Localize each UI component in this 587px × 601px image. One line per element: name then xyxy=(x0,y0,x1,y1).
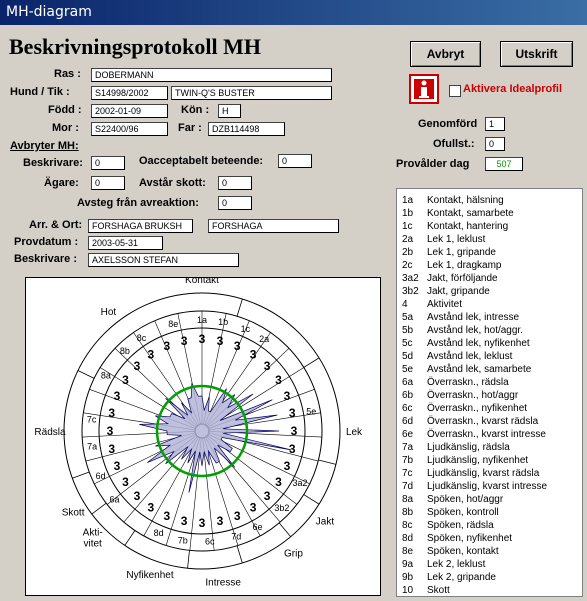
code-legend-list xyxy=(396,188,583,597)
legend-code: 9a xyxy=(402,559,414,570)
datum-label: Provdatum : xyxy=(14,236,79,248)
ideal-profile-label: Aktivera Idealprofil xyxy=(463,83,563,95)
scale-value-label: 3 xyxy=(288,406,296,421)
legend-text: Spöken, kontroll xyxy=(427,507,499,518)
scale-value-label: 3 xyxy=(133,489,141,504)
legend-text: Överraskn., rädsla xyxy=(427,377,509,388)
scale-value-label: 3 xyxy=(113,388,121,403)
legend-code: 1b xyxy=(402,208,414,219)
legend-item xyxy=(402,480,547,493)
ring-code-label: 7b xyxy=(177,535,188,546)
scale-value-label: 3 xyxy=(163,508,171,523)
scale-value-label: 3 xyxy=(108,406,116,421)
print-button[interactable]: Utskrift xyxy=(500,41,573,67)
legend-code: 6e xyxy=(402,429,414,440)
legend-item xyxy=(402,428,546,441)
legend-text: Avstånd lek, intresse xyxy=(427,312,520,323)
category-label: Kontakt xyxy=(185,278,219,286)
legend-code: 7b xyxy=(402,455,414,466)
ring-code-label: 6e xyxy=(252,522,263,533)
legend-code: 2b xyxy=(402,247,414,258)
legend-code: 7d xyxy=(402,481,414,492)
datum-field[interactable]: 2003-05-31 xyxy=(88,236,163,250)
ring-code-label: 6d xyxy=(95,471,106,482)
legend-item xyxy=(402,402,527,415)
ofullst-field[interactable]: 0 xyxy=(485,137,505,151)
legend-code: 9b xyxy=(402,572,414,583)
legend-item xyxy=(402,207,514,220)
legend-item xyxy=(402,272,498,285)
genomford-field[interactable]: 1 xyxy=(485,117,505,131)
legend-item xyxy=(402,350,512,363)
ring-code-label: 6a xyxy=(109,494,120,505)
legend-item xyxy=(402,324,523,337)
legend-item xyxy=(402,532,512,545)
scale-value-label: 3 xyxy=(122,475,129,490)
legend-text: Lek 1, dragkamp xyxy=(427,260,502,271)
category-label: Grip xyxy=(284,548,303,560)
legend-code: 8c xyxy=(402,520,413,531)
ring-code-label: 1b xyxy=(218,317,229,328)
scale-value-label: 3 xyxy=(108,441,116,456)
page-title: Beskrivningsprotokoll MH xyxy=(9,34,262,59)
fodd-field[interactable]: 2002-01-09 xyxy=(91,104,168,118)
fodd-label: Född : xyxy=(48,104,82,116)
legend-item xyxy=(402,376,509,389)
scale-value-label: 3 xyxy=(180,333,188,348)
legend-text: Jakt, gripande xyxy=(427,286,490,297)
scale-value-label: 3 xyxy=(147,347,155,362)
legend-code: 6a xyxy=(402,377,414,388)
scale-value-label: 3 xyxy=(283,388,291,403)
scale-value-label: 3 xyxy=(249,500,257,515)
far-field[interactable]: DZB114498 xyxy=(208,122,285,136)
beskrivare-abort-field[interactable]: 0 xyxy=(91,156,125,170)
category-label: Intresse xyxy=(205,577,241,589)
arr-label: Arr. & Ort: xyxy=(29,219,83,231)
dog-name-field[interactable]: TWIN-Q'S BUSTER xyxy=(171,86,332,100)
scale-value-label: 3 xyxy=(249,347,257,362)
legend-item xyxy=(402,415,538,428)
legend-item xyxy=(402,454,528,467)
scale-value-label: 3 xyxy=(233,339,241,354)
legend-item xyxy=(402,571,496,584)
category-label: Hot xyxy=(100,307,117,319)
legend-code: 1c xyxy=(402,221,413,232)
legend-text: Lek 2, gripande xyxy=(427,572,496,583)
ring-code-label: 7c xyxy=(86,414,97,425)
oacceptabelt-field[interactable]: 0 xyxy=(278,154,312,168)
legend-code: 6b xyxy=(402,390,414,401)
category-label: Akti-vitet xyxy=(82,527,103,550)
legend-code: 5e xyxy=(402,364,414,375)
legend-item xyxy=(402,194,504,207)
scale-value-label: 3 xyxy=(233,508,241,523)
scale-value-label: 3 xyxy=(198,332,206,346)
legend-code: 2a xyxy=(402,234,414,245)
legend-item xyxy=(402,467,539,480)
section-divider xyxy=(237,299,242,316)
legend-code: 6d xyxy=(402,416,414,427)
legend-code: 10 xyxy=(402,585,414,596)
avsteg-field[interactable]: 0 xyxy=(218,196,252,210)
legend-code: 5a xyxy=(402,312,414,323)
legend-item xyxy=(402,493,503,506)
legend-item xyxy=(402,285,490,298)
legend-code: 5b xyxy=(402,325,414,336)
legend-item xyxy=(402,298,462,311)
category-label: Lek xyxy=(345,427,363,438)
scale-value-label: 3 xyxy=(133,358,141,373)
beskrivare-abort-label: Beskrivare: xyxy=(23,157,83,169)
legend-code: 5c xyxy=(402,338,413,349)
window-title: MH-diagram xyxy=(0,0,587,25)
legend-code: 7c xyxy=(402,468,413,479)
kon-field[interactable]: H xyxy=(218,104,241,118)
legend-text: Ljudkänslig, kvarst rädsla xyxy=(427,468,540,479)
far-label: Far : xyxy=(178,122,202,134)
ring-code-label: 8b xyxy=(119,346,130,357)
legend-item xyxy=(402,233,485,246)
legend-text: Överraskn., hot/aggr xyxy=(427,390,519,401)
legend-item xyxy=(402,337,530,350)
agare-field[interactable]: 0 xyxy=(91,176,125,190)
section-divider xyxy=(92,503,106,514)
legend-item xyxy=(402,220,508,233)
provalder-label: Provålder dag xyxy=(396,158,470,170)
legend-item xyxy=(402,246,496,259)
scale-value-label: 3 xyxy=(275,475,282,490)
ring-code-label: 8e xyxy=(168,318,179,329)
provalder-field[interactable]: 507 xyxy=(485,157,523,171)
legend-code: 8b xyxy=(402,507,414,518)
scale-value-label: 3 xyxy=(122,372,129,387)
legend-code: 4 xyxy=(402,299,408,310)
legend-item xyxy=(402,558,485,571)
legend-text: Ljudkänslig, kvarst intresse xyxy=(427,481,548,492)
section-divider xyxy=(72,472,89,478)
legend-text: Skott xyxy=(427,585,450,596)
reg-no-field[interactable]: S14998/2002 xyxy=(91,86,168,100)
legend-code: 5d xyxy=(402,351,414,362)
legend-text: Jakt, förföljande xyxy=(427,273,498,284)
legend-item xyxy=(402,363,531,376)
ideal-profile-checkbox[interactable] xyxy=(449,85,461,97)
legend-code: 1a xyxy=(402,195,414,206)
test-beskrivare-field[interactable]: AXELSSON STEFAN xyxy=(88,253,239,267)
legend-text: Avstånd lek, samarbete xyxy=(427,364,532,375)
legend-text: Ljudkänslig, nyfikenhet xyxy=(427,455,529,466)
test-beskrivare-label: Beskrivare : xyxy=(14,253,77,265)
mh-diagram-chart xyxy=(25,277,381,596)
ring-code-label: 7a xyxy=(87,441,98,452)
mor-label: Mor : xyxy=(52,122,79,134)
legend-text: Avstånd lek, hot/aggr. xyxy=(427,325,523,336)
kon-label: Kön : xyxy=(181,104,210,116)
scale-value-label: 3 xyxy=(147,500,155,515)
legend-text: Spöken, nyfikenhet xyxy=(427,533,513,544)
legend-code: 3a2 xyxy=(402,273,419,284)
section-divider xyxy=(304,358,319,368)
section-divider xyxy=(125,530,135,545)
avstar-label: Avstår skott: xyxy=(139,177,206,189)
legend-item xyxy=(402,389,518,402)
legend-text: Spöken, hot/aggr xyxy=(427,494,504,505)
oacceptabelt-label: Oacceptabelt beteende: xyxy=(139,155,264,167)
legend-item xyxy=(402,545,499,558)
section-divider xyxy=(304,495,319,505)
legend-item xyxy=(402,311,519,324)
ring-code-label: 5e xyxy=(306,406,317,417)
scale-value-label: 3 xyxy=(263,489,271,504)
legend-item xyxy=(402,259,502,272)
legend-text: Överraskn., kvarst rädsla xyxy=(427,416,539,427)
legend-text: Kontakt, hälsning xyxy=(427,195,504,206)
ring-code-label: 1c xyxy=(240,323,251,334)
avsteg-label: Avsteg från avreaktion: xyxy=(77,197,199,209)
scale-value-label: 3 xyxy=(275,372,282,387)
legend-item xyxy=(402,519,494,532)
scale-value-label: 3 xyxy=(216,514,224,529)
legend-text: Kontakt, samarbete xyxy=(427,208,514,219)
scale-value-label: 3 xyxy=(216,333,224,348)
scale-value-label: 3 xyxy=(180,514,188,529)
legend-code: 7a xyxy=(402,442,414,453)
section-divider xyxy=(237,546,242,563)
profile-area xyxy=(139,383,291,493)
ort-field[interactable]: FORSHAGA xyxy=(208,219,339,233)
ring-code-label: 2a xyxy=(259,333,270,344)
legend-code: 8e xyxy=(402,546,414,557)
legend-text: Avstånd lek, nyfikenhet xyxy=(427,338,530,349)
legend-code: 6c xyxy=(402,403,413,414)
section-divider xyxy=(188,550,190,568)
mor-field[interactable]: S22400/96 xyxy=(91,122,168,136)
legend-text: Spöken, kontakt xyxy=(427,546,499,557)
ring-code-label: 8c xyxy=(136,332,147,343)
cancel-button[interactable]: Avbryt xyxy=(410,41,481,67)
category-label: Jakt xyxy=(315,516,335,528)
scale-value-label: 3 xyxy=(263,358,271,373)
section-divider xyxy=(279,523,291,537)
legend-code: 3b2 xyxy=(402,286,419,297)
section-divider xyxy=(78,371,94,379)
legend-text: Överraskn., nyfikenhet xyxy=(427,403,528,414)
section-divider xyxy=(318,460,335,464)
ras-label: Ras : xyxy=(54,68,81,80)
legend-item xyxy=(402,584,450,597)
legend-code: 8d xyxy=(402,533,414,544)
legend-text: Spöken, rädsla xyxy=(427,520,494,531)
legend-text: Ljudkänslig, rädsla xyxy=(427,442,510,453)
legend-text: Överraskn., kvarst intresse xyxy=(427,429,546,440)
genomford-label: Genomförd xyxy=(418,118,478,130)
ring-code-label: 1a xyxy=(196,315,208,325)
category-label: Skott xyxy=(61,507,85,519)
category-label: Nyfikenhet xyxy=(126,569,174,581)
legend-text: Avstånd lek, leklust xyxy=(427,351,513,362)
mh-diagram-svg xyxy=(26,278,380,595)
avbryter-heading: Avbryter MH: xyxy=(10,140,79,152)
scale-value-label: 3 xyxy=(163,339,171,354)
ring-code-label: 6c xyxy=(204,536,215,547)
legend-text: Lek 1, gripande xyxy=(427,247,496,258)
ring-code-label: 3b2 xyxy=(274,503,290,514)
legend-code: 8a xyxy=(402,494,414,505)
legend-item xyxy=(402,506,499,519)
scale-value-label: 3 xyxy=(106,424,114,438)
info-icon xyxy=(409,74,439,104)
legend-text: Lek 1, leklust xyxy=(427,234,486,245)
scale-value-label: 3 xyxy=(198,516,206,530)
arr-field[interactable]: FORSHAGA BRUKSH xyxy=(88,219,193,233)
agare-label: Ägare: xyxy=(44,177,79,189)
ring-code-label: 3a2 xyxy=(292,478,308,489)
ofullst-label: Ofullst.: xyxy=(433,138,475,150)
legend-text: Kontakt, hantering xyxy=(427,221,509,232)
ring-code-label: 8d xyxy=(153,528,164,539)
category-label: Rädsla xyxy=(34,427,66,438)
legend-text: Aktivitet xyxy=(427,299,463,310)
ras-field[interactable]: DOBERMANN xyxy=(91,68,332,82)
scale-value-label: 3 xyxy=(113,459,121,474)
legend-text: Lek 2, leklust xyxy=(427,559,486,570)
scale-value-label: 3 xyxy=(288,441,296,456)
scale-value-label: 3 xyxy=(283,459,291,474)
ring-code-label: 7d xyxy=(231,531,242,542)
hund-label: Hund / Tik : xyxy=(10,86,70,98)
legend-item xyxy=(402,441,510,454)
legend-code: 2c xyxy=(402,260,413,271)
avstar-field[interactable]: 0 xyxy=(218,176,252,190)
ring-code-label: 8a xyxy=(100,370,111,381)
scale-value-label: 3 xyxy=(290,424,298,438)
